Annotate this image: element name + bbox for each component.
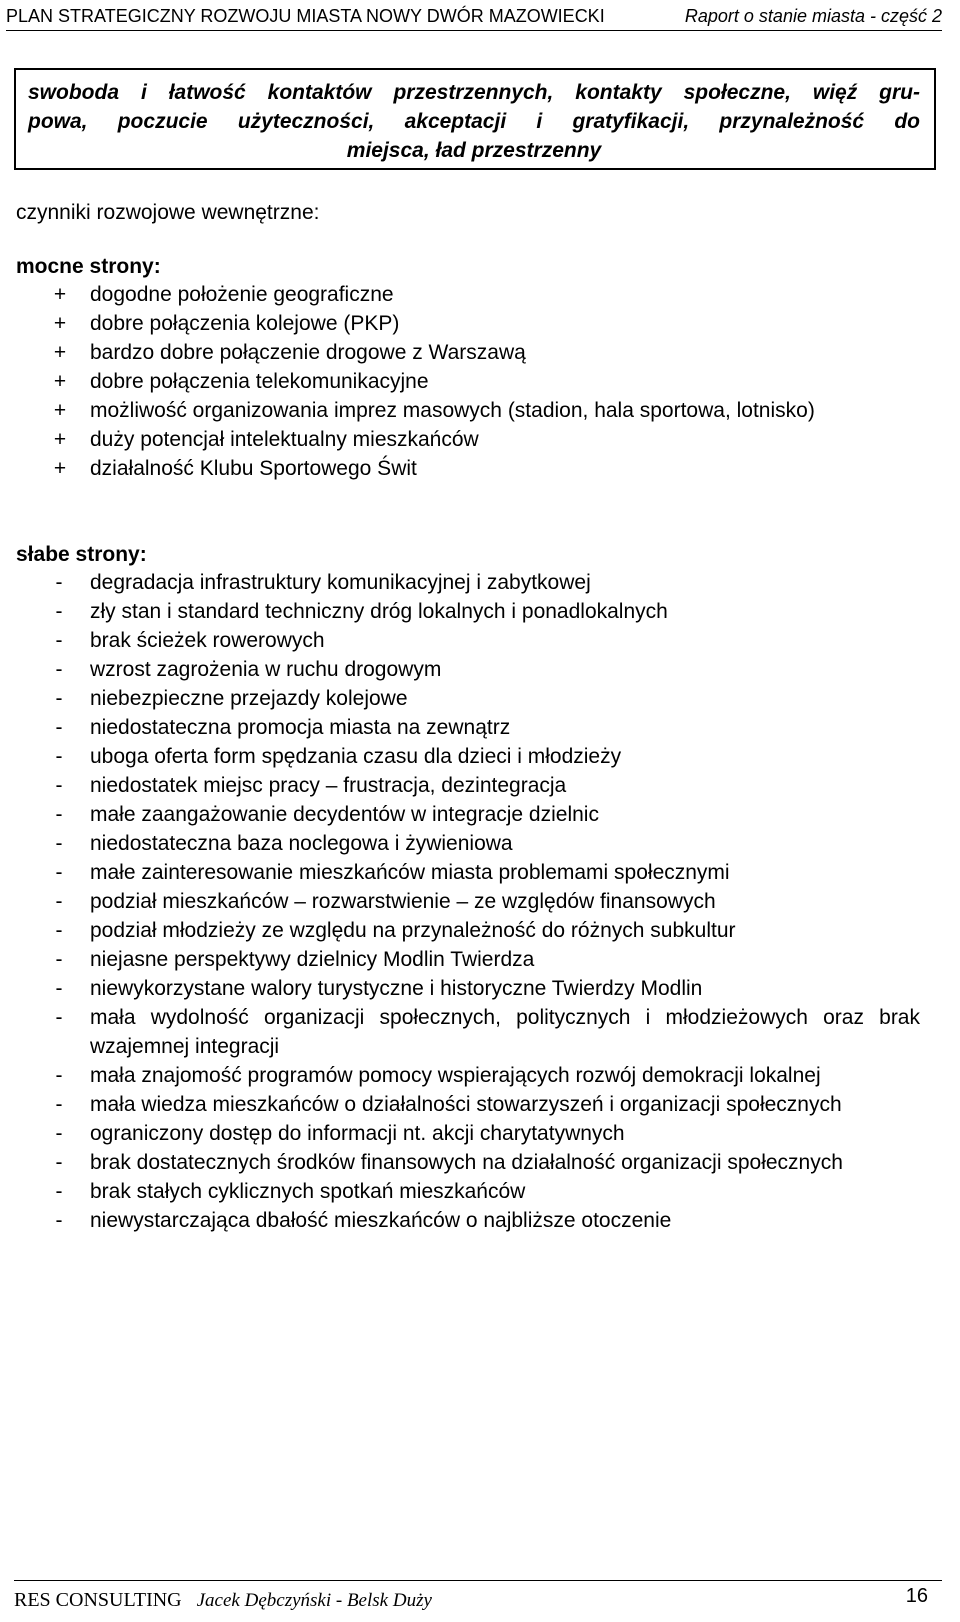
weakness-bullet-marker: - — [55, 977, 63, 1000]
weakness-item-text: ograniczony dostęp do informacji nt. akcji charytatywnych — [90, 1122, 625, 1145]
strength-bullet-marker: + — [53, 399, 67, 422]
weakness-item-text: brak ścieżek rowerowych — [90, 629, 325, 652]
weakness-item — [16, 858, 920, 887]
weakness-bullet-marker: - — [55, 919, 63, 942]
footer-company: RES CONSULTING — [14, 1589, 182, 1611]
weakness-bullet-marker: - — [55, 629, 63, 652]
weakness-bullet-marker: - — [55, 1093, 63, 1116]
weakness-bullet-marker: - — [55, 658, 63, 681]
weakness-item-text: mała wydolność organizacji społecznych, politycznych i młodzieżowych oraz brak wzajemnej integracji — [90, 1006, 920, 1058]
strengths-list — [16, 280, 920, 483]
strength-item-text: duży potencjał intelektualny mieszkańców — [90, 428, 479, 451]
strength-item — [16, 367, 920, 396]
strength-item — [16, 309, 920, 338]
weakness-item — [16, 1177, 920, 1206]
weakness-item — [16, 1119, 920, 1148]
header-document-title: PLAN STRATEGICZNY ROZWOJU MIASTA NOWY DWÓR MAZOWIECKI — [6, 6, 605, 26]
weakness-item-text: brak stałych cyklicznych spotkań mieszkańców — [90, 1180, 526, 1203]
weakness-item — [16, 713, 920, 742]
strength-item-text: dobre połączenia telekomunikacyjne — [90, 370, 429, 393]
weakness-bullet-marker: - — [55, 890, 63, 913]
weakness-item-text: wzrost zagrożenia w ruchu drogowym — [90, 658, 442, 681]
weakness-bullet-marker: - — [55, 600, 63, 623]
page-footer — [14, 1580, 942, 1617]
weakness-bullet-marker: - — [55, 1006, 63, 1029]
box-line-1: swoboda i łatwość kontaktów przestrzennych, kontakty społeczne, więź gru- — [28, 81, 920, 104]
strength-item — [16, 396, 920, 425]
strength-item — [16, 425, 920, 454]
strength-item-text: bardzo dobre połączenie drogowe z Warszawą — [90, 341, 526, 364]
weakness-item-text: niedostatek miejsc pracy – frustracja, dezintegracja — [90, 774, 567, 797]
strength-bullet-marker: + — [53, 312, 67, 335]
weakness-item-text: mała wiedza mieszkańców o działalności stowarzyszeń i organizacji społecznych — [90, 1093, 842, 1116]
weakness-item — [16, 568, 920, 597]
weakness-bullet-marker: - — [55, 1122, 63, 1145]
weakness-item-text: niebezpieczne przejazdy kolejowe — [90, 687, 408, 710]
strength-bullet-marker: + — [53, 341, 67, 364]
weakness-item-text: podział mieszkańców – rozwarstwienie – ze względów finansowych — [90, 890, 716, 913]
highlighted-box — [14, 68, 936, 170]
footer-credits — [14, 1589, 432, 1612]
box-line-2: powa, poczucie użyteczności, akceptacji i gratyfikacji, przynależność do — [28, 110, 920, 133]
weakness-bullet-marker: - — [55, 687, 63, 710]
weakness-item-text: degradacja infrastruktury komunikacyjnej i zabytkowej — [90, 571, 591, 594]
strength-item-text: możliwość organizowania imprez masowych (stadion, hala sportowa, lotnisko) — [90, 399, 815, 422]
weakness-bullet-marker: - — [55, 1151, 63, 1174]
strength-item — [16, 454, 920, 483]
weakness-item — [16, 1148, 920, 1177]
strength-item-text: dobre połączenia kolejowe (PKP) — [90, 312, 400, 335]
footer-authors: Jacek Dębczyński - Belsk Duży — [196, 1590, 432, 1611]
weakness-item — [16, 597, 920, 626]
weakness-item — [16, 1061, 920, 1090]
weakness-item — [16, 742, 920, 771]
weakness-item — [16, 945, 920, 974]
weakness-item-text: niejasne perspektywy dzielnicy Modlin Twierdza — [90, 948, 535, 971]
weakness-item-text: uboga oferta form spędzania czasu dla dzieci i młodzieży — [90, 745, 622, 768]
weaknesses-heading: słabe strony: — [16, 543, 147, 566]
weakness-item — [16, 829, 920, 858]
weakness-item — [16, 887, 920, 916]
strength-item-text: działalność Klubu Sportowego Świt — [90, 457, 417, 480]
weakness-item-text: mała znajomość programów pomocy wspierających rozwój demokracji lokalnej — [90, 1064, 821, 1087]
strength-item — [16, 338, 920, 367]
weakness-bullet-marker: - — [55, 745, 63, 768]
weakness-bullet-marker: - — [55, 1209, 63, 1232]
strength-bullet-marker: + — [53, 428, 67, 451]
running-header — [6, 4, 942, 31]
weakness-item-text: podział młodzieży ze względu na przynależność do różnych subkultur — [90, 919, 736, 942]
strength-item — [16, 280, 920, 309]
weakness-item — [16, 1206, 920, 1235]
weakness-item — [16, 684, 920, 713]
weakness-item-text: małe zainteresowanie mieszkańców miasta problemami społecznymi — [90, 861, 730, 884]
weakness-bullet-marker: - — [55, 803, 63, 826]
weakness-item-text: niewykorzystane walory turystyczne i historyczne Twierdzy Modlin — [90, 977, 703, 1000]
weaknesses-list — [16, 568, 920, 1235]
weakness-bullet-marker: - — [55, 1064, 63, 1087]
strength-bullet-marker: + — [53, 457, 67, 480]
strength-item-text: dogodne położenie geograficzne — [90, 283, 394, 306]
weakness-bullet-marker: - — [55, 716, 63, 739]
weakness-item-text: brak dostatecznych środków finansowych na działalność organizacji społecznych — [90, 1151, 843, 1174]
weakness-item — [16, 974, 920, 1003]
weakness-item-text: małe zaangażowanie decydentów w integracje dzielnic — [90, 803, 599, 826]
weakness-item-text: niedostateczna baza noclegowa i żywieniowa — [90, 832, 513, 855]
weakness-item — [16, 1003, 920, 1061]
section-subheading: czynniki rozwojowe wewnętrzne: — [16, 201, 320, 224]
header-section-title: Raport o stanie miasta - część 2 — [684, 6, 942, 26]
weakness-item-text: niedostateczna promocja miasta na zewnątrz — [90, 716, 511, 739]
box-line-3: miejsca, ład przestrzenny — [346, 139, 602, 162]
weakness-bullet-marker: - — [55, 774, 63, 797]
weakness-item — [16, 626, 920, 655]
weakness-bullet-marker: - — [55, 948, 63, 971]
strength-bullet-marker: + — [53, 370, 67, 393]
weakness-item — [16, 1090, 920, 1119]
weakness-item — [16, 800, 920, 829]
weakness-bullet-marker: - — [55, 571, 63, 594]
weakness-item-text: niewystarczająca dbałość mieszkańców o najbliższe otoczenie — [90, 1209, 672, 1232]
weakness-item — [16, 916, 920, 945]
weakness-item — [16, 655, 920, 684]
weakness-bullet-marker: - — [55, 1180, 63, 1203]
strengths-heading: mocne strony: — [16, 255, 161, 278]
page-number: 16 — [905, 1585, 928, 1607]
weakness-item-text: zły stan i standard techniczny dróg lokalnych i ponadlokalnych — [90, 600, 668, 623]
weakness-bullet-marker: - — [55, 832, 63, 855]
strength-bullet-marker: + — [53, 283, 67, 306]
weakness-item — [16, 771, 920, 800]
weakness-bullet-marker: - — [55, 861, 63, 884]
